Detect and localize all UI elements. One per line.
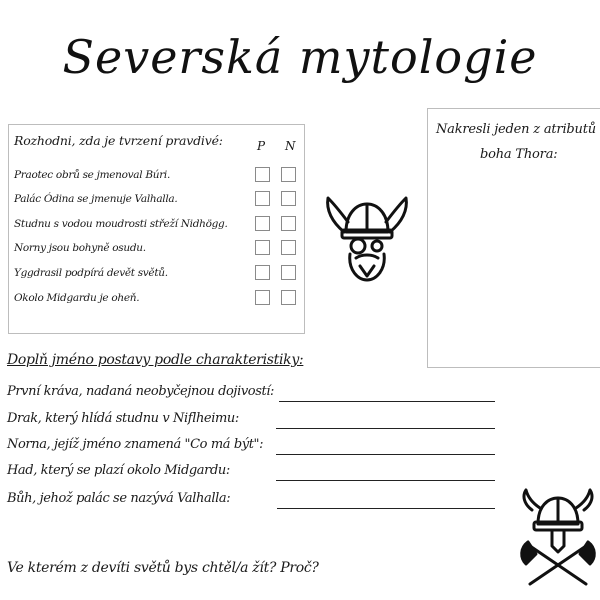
statement-text: Praotec obrů se jmenoval Búri.: [14, 169, 171, 181]
answer-line[interactable]: [276, 428, 495, 429]
statement-text: Okolo Midgardu je oheň.: [14, 292, 140, 304]
checkbox-false[interactable]: [281, 265, 296, 280]
statement-text: Norny jsou bohyně osudu.: [14, 242, 146, 254]
checkbox-false[interactable]: [281, 240, 296, 255]
checkbox-true[interactable]: [255, 167, 270, 182]
header-false: N: [285, 139, 296, 153]
draw-task-instruction: [436, 117, 600, 167]
fill-in-question: První kráva, nadaná neobyčejnou dojivostí:: [7, 384, 275, 399]
checkbox-true[interactable]: [255, 191, 270, 206]
fill-in-row: [7, 463, 497, 485]
answer-line[interactable]: [276, 480, 495, 481]
statement-row: [14, 289, 302, 309]
true-false-box: [8, 124, 305, 334]
checkbox-true[interactable]: [255, 290, 270, 305]
fill-in-row: [7, 384, 497, 406]
fill-in-row: [7, 437, 497, 459]
fill-in-question: Bůh, jehož palác se nazývá Valhalla:: [7, 491, 231, 506]
fill-in-question: Had, který se plazí okolo Midgardu:: [7, 463, 230, 478]
answer-line[interactable]: [279, 401, 495, 402]
answer-line[interactable]: [276, 454, 495, 455]
checkbox-true[interactable]: [255, 216, 270, 231]
statement-row: [14, 215, 302, 235]
checkbox-false[interactable]: [281, 167, 296, 182]
statement-text: Studnu s vodou moudrosti střeží Nidhögg.: [14, 218, 228, 230]
draw-task-line-2: boha Thora:: [480, 147, 558, 162]
statement-text: Palác Ódina se jmenuje Valhalla.: [14, 193, 178, 205]
header-true: P: [257, 139, 266, 153]
fill-in-question: Norna, jejíž jméno znamená "Co má být":: [7, 437, 264, 452]
fill-in-question: Drak, který hlídá studnu v Niflheimu:: [7, 411, 239, 426]
checkbox-true[interactable]: [255, 240, 270, 255]
viking-helmet-axes-icon: [518, 488, 598, 588]
checkbox-false[interactable]: [281, 216, 296, 231]
draw-task-line-1: Nakresli jeden z atributů: [436, 122, 596, 137]
statement-text: Yggdrasil podpírá devět světů.: [14, 267, 168, 279]
checkbox-true[interactable]: [255, 265, 270, 280]
fill-in-row: [7, 411, 497, 433]
statement-row: [14, 190, 302, 210]
statement-row: [14, 166, 302, 186]
answer-line[interactable]: [277, 508, 495, 509]
checkbox-false[interactable]: [281, 290, 296, 305]
fill-in-row: [7, 491, 497, 513]
statement-row: [14, 264, 302, 284]
draw-task-box[interactable]: [427, 108, 600, 368]
true-false-instruction: Rozhodni, zda je tvrzení pravdivé:: [14, 133, 223, 148]
statement-row: [14, 239, 302, 259]
checkbox-false[interactable]: [281, 191, 296, 206]
page-title: Severská mytologie: [62, 30, 538, 84]
final-question: Ve kterém z devíti světů bys chtěl/a žít? Proč?: [7, 560, 319, 576]
viking-head-icon: [318, 192, 416, 282]
fill-in-instruction: Doplň jméno postavy podle charakteristiky:: [7, 352, 304, 368]
